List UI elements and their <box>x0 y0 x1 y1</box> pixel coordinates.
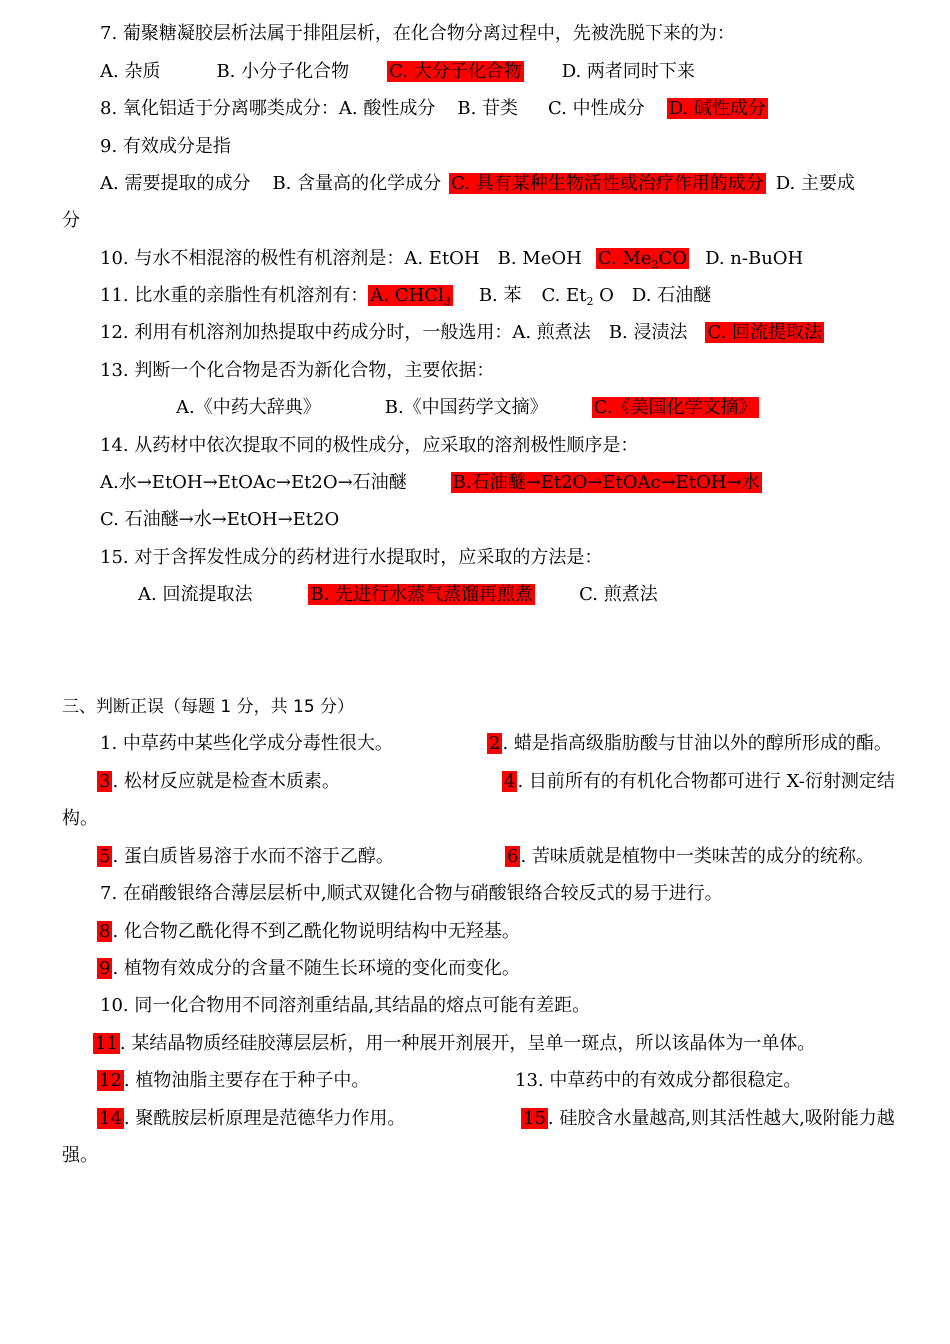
q15-option-a: A. 回流提取法 <box>138 584 253 605</box>
q15-stem: 15. 对于含挥发性成分的药材进行水提取时，应采取的方法是： <box>100 547 603 568</box>
q12-line <box>100 321 824 345</box>
q14-option-c: C. 石油醚→水→EtOH→Et2O <box>100 509 340 530</box>
tf-item-14-number-marked: 14 <box>99 1108 122 1129</box>
q8-option-c: C. 中性成分 <box>548 98 645 119</box>
q11-option-c: C. $Et_2$ O <box>541 285 614 308</box>
q11-option-d: D. 石油醚 <box>631 285 712 306</box>
tf-item-4: 4 . 目前所有的有机化合物都可进行 X-衍射测定结 <box>504 771 895 792</box>
q14-option-a: A.水→EtOH→EtOAc→Et2O→石油醚 <box>100 472 407 493</box>
q7-stem: 7. 葡聚糖凝胶层析法属于排阻层析，在化合物分离过程中，先被洗脱下来的为： <box>100 23 735 44</box>
q12-option-a: A. 煎煮法 <box>512 322 591 343</box>
tf-item-2: 2 . 蜡是指高级脂肪酸与甘油以外的醇所形成的酯。 <box>489 733 892 754</box>
q9-option-a: A. 需要提取的成分 <box>100 173 251 194</box>
q13-option-b: B.《中国药学文摘》 <box>384 397 548 418</box>
q12-option-b: B. 浸渍法 <box>608 322 688 343</box>
tf-item-6: 6 . 苦味质就是植物中一类味苦的成分的统称。 <box>507 846 874 867</box>
tf-item-5: 5 . 蛋白质皆易溶于水而不溶于乙醇。 <box>99 846 394 867</box>
q7-option-c-answer: C. 大分子化合物 <box>389 61 522 82</box>
tf-item-12: 12 . 植物油脂主要存在于种子中。 <box>99 1070 370 1091</box>
q8-option-a: A. 酸性成分 <box>338 98 436 119</box>
q15-option-c: C. 煎煮法 <box>579 584 658 605</box>
q9-option-b: B. 含量高的化学成分 <box>272 173 442 194</box>
q15-options <box>138 583 658 607</box>
q14-option-b-answer: B.石油醚→Et2O→EtOAc→EtOH→水 <box>452 472 760 493</box>
q7-options <box>100 60 695 84</box>
tf-item-5-number-marked: 5 <box>99 846 111 867</box>
q8-stem: 8. 氧化铝适于分离哪类成分： <box>100 98 339 119</box>
q7-option-d: D. 两者同时下来 <box>561 61 695 82</box>
q9-option-d-continued: 分 <box>62 210 80 231</box>
tf-item-1: 1. 中草药中某些化学成分毒性很大。 <box>100 733 393 754</box>
tf-item-9-number-marked: 9 <box>99 958 111 979</box>
tf-item-8-number-marked: 8 <box>99 921 111 942</box>
q11-line <box>100 284 711 308</box>
q14-options <box>100 471 762 495</box>
q7-option-b: B. 小分子化合物 <box>216 61 350 82</box>
tf-item-7: 7. 在硝酸银络合薄层层析中,顺式双键化合物与硝酸银络合较反式的易于进行。 <box>100 883 723 904</box>
q8-option-b: B. 苷类 <box>457 98 519 119</box>
q11-option-a-answer: A. CHCl$_3$ <box>370 285 451 308</box>
q12-stem: 12. 利用有机溶剂加热提取中药成分时，一般选用： <box>100 322 513 343</box>
q8-line <box>100 97 768 121</box>
q11-option-b: B. 苯 <box>478 285 522 306</box>
q10-stem: 10. 与水不相混溶的极性有机溶剂是： <box>100 248 405 269</box>
tf-item-13: 13. 中草药中的有效成分都很稳定。 <box>515 1070 802 1091</box>
tf-item-11: 11 . 某结晶物质经硅胶薄层层析，用一种展开剂展开，呈单一斑点，所以该晶体为一单体。 <box>95 1033 816 1054</box>
tf-item-9: 9 . 植物有效成分的含量不随生长环境的变化而变化。 <box>99 958 520 979</box>
tf-item-12-number-marked: 12 <box>99 1070 122 1091</box>
q9-options <box>100 172 855 196</box>
tf-item-4-continued: 构。 <box>62 808 98 829</box>
tf-item-15-continued: 强。 <box>62 1145 98 1166</box>
q9-stem: 9. 有效成分是指 <box>100 136 231 157</box>
section-title-true-false: 三、判断正误（每题 1 分，共 15 分） <box>62 697 355 717</box>
tf-item-2-number-marked: 2 <box>489 733 501 754</box>
q13-stem: 13. 判断一个化合物是否为新化合物，主要依据： <box>100 360 495 381</box>
q9-option-d: D. 主要成 <box>775 173 855 194</box>
q10-option-a: A. EtOH <box>404 248 480 269</box>
q10-option-b: B. MeOH <box>497 248 582 269</box>
q13-options <box>176 396 759 420</box>
tf-item-4-number-marked: 4 <box>504 771 516 792</box>
q7-option-a: A. 杂质 <box>100 61 161 82</box>
q11-stem: 11. 比水重的亲脂性有机溶剂有： <box>100 285 369 306</box>
tf-item-11-number-marked: 11 <box>95 1033 118 1054</box>
tf-item-15-number-marked: 15 <box>523 1108 546 1129</box>
q9-option-c-answer: C. 具有某种生物活性或治疗作用的成分 <box>451 173 764 194</box>
q10-line <box>100 247 803 271</box>
q13-option-a: A.《中药大辞典》 <box>176 397 321 418</box>
q10-option-c-answer: C. $Me_2CO$ <box>597 248 688 271</box>
q8-option-d-answer: D. 碱性成分 <box>668 98 766 119</box>
q12-option-c-answer: C. 回流提取法 <box>707 322 823 343</box>
q14-stem: 14. 从药材中依次提取不同的极性成分，应采取的溶剂极性顺序是： <box>100 435 639 456</box>
q15-option-b-answer: B. 先进行水蒸气蒸馏再煎煮 <box>310 584 534 605</box>
tf-item-14: 14 . 聚酰胺层析原理是范德华力作用。 <box>99 1108 406 1129</box>
tf-item-3-number-marked: 3 <box>99 771 111 792</box>
q13-option-c-answer: C.《美国化学文摘》 <box>593 397 757 418</box>
q10-option-d: D. n-BuOH <box>705 248 804 269</box>
tf-item-10: 10. 同一化合物用不同溶剂重结晶,其结晶的熔点可能有差距。 <box>100 995 591 1016</box>
tf-item-8: 8 . 化合物乙酰化得不到乙酰化物说明结构中无羟基。 <box>99 921 520 942</box>
tf-item-6-number-marked: 6 <box>507 846 519 867</box>
tf-item-3: 3 . 松材反应就是检查木质素。 <box>99 771 340 792</box>
tf-item-15: 15 . 硅胶含水量越高,则其活性越大,吸附能力越 <box>523 1108 895 1129</box>
